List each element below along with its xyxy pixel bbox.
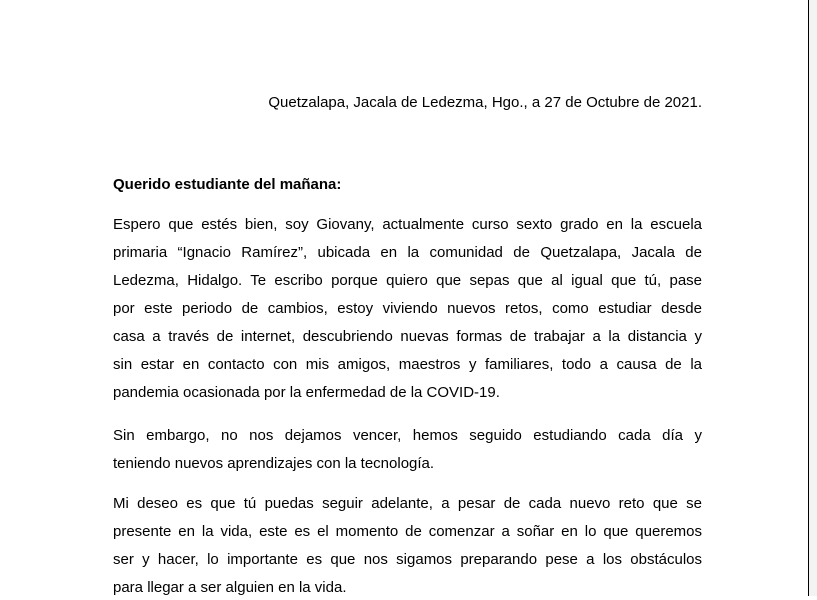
page-shadow	[809, 0, 817, 596]
date-line: Quetzalapa, Jacala de Ledezma, Hgo., a 27 de Octubre de 2021.	[268, 94, 702, 111]
paragraph-line: ser y hacer, lo importante es que nos sigamos preparando pese a los obstáculos	[113, 551, 702, 568]
paragraph-line: Sin embargo, no nos dejamos vencer, hemos seguido estudiando cada día y	[113, 427, 702, 444]
paragraph-line: teniendo nuevos aprendizajes con la tecnología.	[113, 455, 435, 472]
paragraph-line: primaria “Ignacio Ramírez”, ubicada en la comunidad de Quetzalapa, Jacala de	[113, 244, 702, 261]
paragraph-line: casa a través de internet, descubriendo nuevas formas de trabajar a la distancia y	[113, 328, 702, 345]
paragraph-line: pandemia ocasionada por la enfermedad de la COVID-19.	[113, 384, 500, 401]
paragraph-line: Espero que estés bien, soy Giovany, actualmente curso sexto grado en la escuela	[113, 216, 702, 233]
paragraph-line: Mi deseo es que tú puedas seguir adelante, a pesar de cada nuevo reto que se	[113, 495, 702, 512]
greeting: Querido estudiante del mañana:	[113, 176, 342, 193]
paragraph-line: para llegar a ser alguien en la vida.	[113, 579, 347, 596]
paragraph-line: sin estar en contacto con mis amigos, maestros y familiares, todo a causa de la	[113, 356, 702, 373]
paragraph-line: Ledezma, Hidalgo. Te escribo porque quiero que sepas que al igual que tú, pase	[113, 272, 702, 289]
paragraph-line: por este periodo de cambios, estoy viviendo nuevos retos, como estudiar desde	[113, 300, 702, 317]
paragraph-line: presente en la vida, este es el momento de comenzar a soñar en lo que queremos	[113, 523, 702, 540]
